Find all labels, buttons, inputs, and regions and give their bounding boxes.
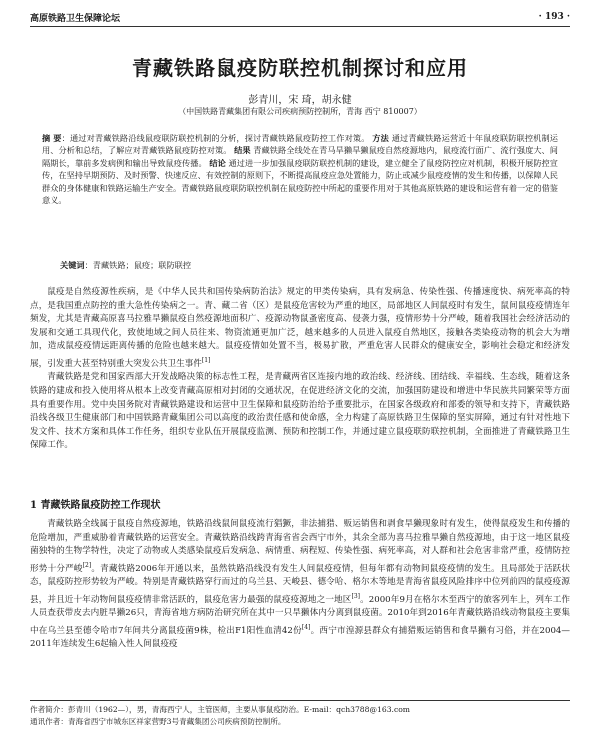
citation: [1] — [201, 356, 211, 364]
corresponding-author: 通讯作者：青海省西宁市城东区祥家营野3号青藏集团公司疾病预防控制所。 — [30, 717, 286, 726]
conclusion-label: 结论 — [209, 157, 226, 168]
citation: [4] — [301, 623, 311, 631]
abstract-summary: ：通过对青藏铁路沿线鼠疫联防联控机制的分析，探讨青藏铁路鼠疫防控工作对策。 — [61, 133, 370, 143]
running-header — [30, 8, 570, 27]
author-info: 作者简介：彭青川（1962—），男，青海西宁人，主管医师，主要从事鼠疫防治。E-mail：qch3788@163.com — [30, 705, 410, 714]
section-heading: 1 青藏铁路鼠疫防控工作现状 — [30, 500, 161, 511]
intro-paragraph: 鼠疫是自然疫源性疾病，是《中华人民共和国传染病防治法》规定的甲类传染病，具有发病急、传染性强、传播速度快、病死率高的特点，是我国重点防控的重大急性传染病之一。青、藏二省（区）是鼠疫危害较为严重的地区，局部地区人间鼠疫时有发生，鼠间鼠疫疫情连年频发，尤其是青藏高原喜马拉雅旱獭鼠疫自然疫源地面积广、疫源动物鼠蚤密度高、侵袭力强，疫情形势十分严峻，随着我国社会经济活动的发展和交通工具现代化，致使地域之间人员往来、物资流通更加广泛，越来越多的人员进入鼠疫自然地区，接触各类染疫动物的机会大为增加，造成鼠疫疫情远距离传播的危险也越来越大。鼠疫疫情如处置不当，极易扩散，严重危害人民群众的健康安全，影响社会稳定和经济发展，引发重大甚至特别重大突发公共卫生事件[1] — [30, 287, 570, 369]
affiliation: （中国铁路青藏集团有限公司疾病预防控制所，青海 西宁 810007） — [178, 107, 422, 116]
section-1-body — [30, 518, 570, 652]
result-label: 结果 — [234, 145, 251, 156]
abstract-conclusion: 通过进一步加强鼠疫联防联控机制的建设，建立健全了鼠疫防控应对机制，积极开展防控宣传，在坚持早期预防、及时预警、快速反应、有效控制的原则下，不断提高鼠疫应急处置能力，防止或减少鼠疫疫情的发生和传播，以保障人民群众的身体健康和铁路运输生产安全。青藏铁路鼠疫联防联控机制在鼠疫防控中所起的重要作用对于其他高原铁路的建设和运营有着一定的借鉴意义。 — [42, 157, 558, 206]
page-number: · 193 · — [538, 12, 570, 22]
citation: [2] — [82, 561, 92, 569]
abstract-label: 摘 要 — [42, 133, 62, 143]
citation: [3] — [351, 592, 360, 600]
keywords — [60, 259, 558, 271]
abstract-result: 青藏铁路全线处在青马旱獭旱獭鼠疫自然疫源地内，鼠疫流行面广、流行强度大、间隔期长，靠前多发病例和输出导致鼠疫传播。 — [42, 145, 558, 168]
abstract-method: 通过青藏铁路运营近十年鼠疫联防联控机制运用、分析和总结，了解应对青藏铁路鼠疫防控对策。 — [42, 133, 558, 156]
section-paragraph: 青藏铁路全线属于鼠疫自然疫源地，铁路沿线鼠间鼠疫流行猖獗，非法捕猎、贩运销售和剥食旱獭现象时有发生，使得鼠疫发生和传播的危险增加，严重威胁着青藏铁路的运营安全。青藏铁路沿线跨青海省省会西宁市外，其余全部为喜马拉雅旱獭自然疫源地，由于这一地区鼠疫菌独特的生物学特性，决定了动物或人类感染鼠疫后发病急、病情重、病程短、传染性强、病死率高，对人群和社会危害非常严重，疫情防控形势十分严峻[2]。青藏铁路2006年开通以来，虽然铁路沿线没有发生人间鼠疫疫情，但每年都有动物间鼠疫疫情的发生。且局部处于活跃状态，鼠疫防控形势较为严峻。特别是青藏铁路穿行而过的乌兰县、天峻县、德令哈、格尔木等地是青海省鼠疫风险排序中位列前四的鼠疫疫源县，并且近十年动物间鼠疫疫情非常活跃的，鼠疫危害力最强的鼠疫疫源地之一地区[3]。2000年9月在格尔木至西宁的旅客列车上，列车工作人员查获带皮去内脏旱獭26只，青海省地方病防治研究所在其中一只旱獭体内分离到鼠疫菌。2010年到2016年青藏铁路沿线动物鼠疫主要集中在乌兰县至德令哈市7年间共分离鼠疫菌9株，检出F1阳性血清42份[4]。西宁市湟源县群众有捕猎贩运销售和食旱獭有习俗，并在2004—2011年连续发生6起输入性人间鼠疫疫 — [30, 519, 570, 650]
author-list: 彭青川，宋 琦，胡永健 — [248, 95, 352, 106]
keywords-text: ：青藏铁路；鼠疫；联防联控 — [84, 260, 192, 270]
method-label: 方法 — [372, 133, 389, 143]
keywords-label: 关键词 — [60, 260, 85, 270]
intro-paragraph: 青藏铁路是党和国家西部大开发战略决策的标志性工程，是青藏两省区连接内地的政治线、经济线、团结线、幸福线、生态线，随着这条铁路的建成和投入使用将从根本上改变青藏高原相对封闭的交通状况，在促进经济文化的交流，加强国防建设和增进中华民族共同繁荣等方面具有重要作用。党中央国务院对青藏铁路建设和运营中卫生保障和鼠疫防治给予重要批示，在国家各级政府和部委的领导和支持下，青藏铁路沿线各级卫生健康部门和中国铁路青藏集团公司以高度的政治责任感和使命感，全力构建了高原铁路卫生保障的坚实屏障，通过有针对性地下发文件、技术方案和具体工作任务，组织专业队伍开展鼠疫监测、预防和控制工作，并通过建立鼠疫联防联控机制，全面推进了青藏铁路卫生保障工作。 — [30, 372, 570, 451]
paper-title: 青藏铁路鼠疫防联控机制探讨和应用 — [132, 56, 468, 80]
introduction — [30, 286, 570, 453]
footnote — [30, 700, 570, 728]
abstract — [42, 132, 558, 206]
journal-name: 高原铁路卫生保障论坛 — [30, 13, 121, 24]
